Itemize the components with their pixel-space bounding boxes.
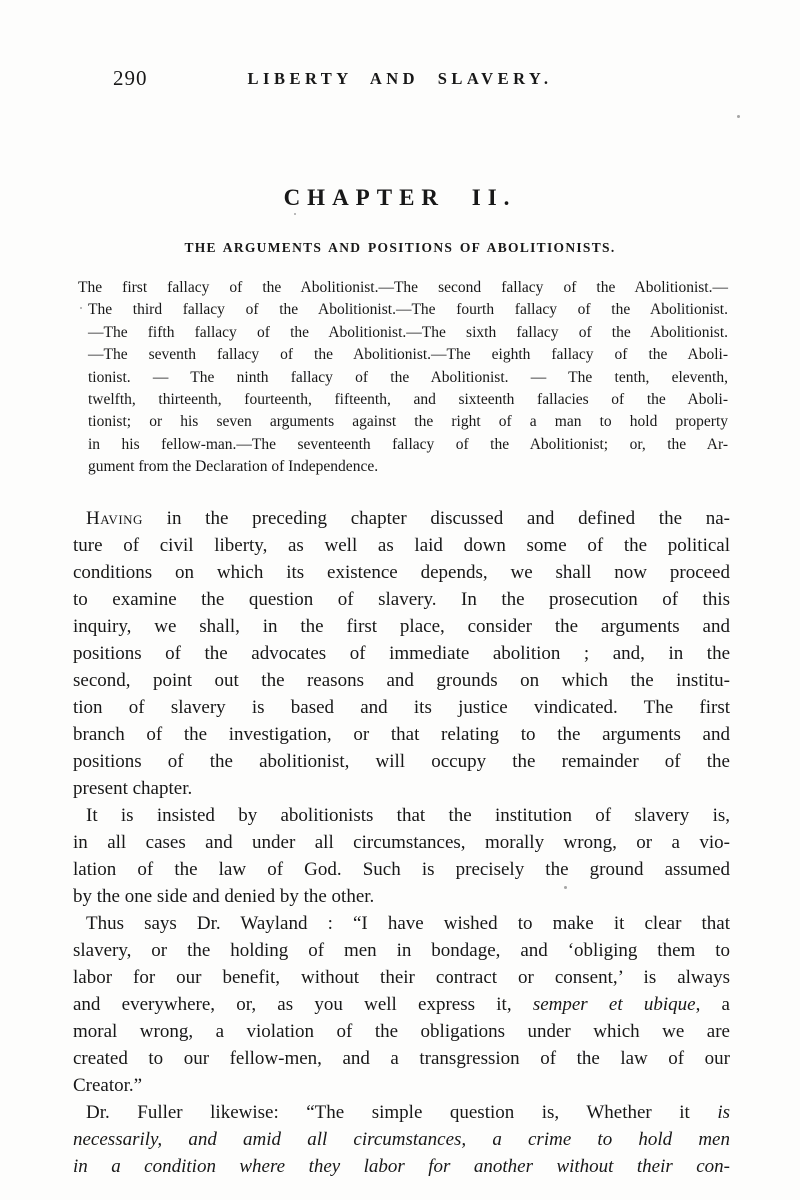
text-segment: present chapter. bbox=[73, 778, 193, 799]
page-number: 290 bbox=[113, 66, 148, 90]
paragraph bbox=[73, 802, 730, 910]
body-line bbox=[73, 802, 730, 829]
body-line bbox=[73, 775, 730, 802]
body-line bbox=[73, 1153, 730, 1180]
scan-speck bbox=[80, 307, 82, 309]
chapter-subtitle: THE ARGUMENTS AND POSITIONS OF ABOLITIONISTS. bbox=[184, 240, 616, 255]
text-segment: in the preceding chapter discussed and defined the na- bbox=[142, 508, 730, 529]
body-line bbox=[73, 586, 730, 613]
text-segment: is bbox=[717, 1102, 730, 1123]
chapter-synopsis bbox=[78, 277, 728, 479]
synopsis-line: tionist; or his seven arguments against the right of a man to hold property bbox=[88, 413, 728, 431]
body-line bbox=[73, 829, 730, 856]
text-segment: lation of the law of God. Such is precisely the ground assumed bbox=[73, 859, 730, 880]
body-line bbox=[73, 748, 730, 775]
synopsis-line: gument from the Declaration of Independence. bbox=[88, 458, 379, 476]
body-line bbox=[73, 964, 730, 991]
text-segment: Dr. Fuller likewise: “The simple question is, Whether it bbox=[86, 1102, 718, 1123]
text-segment: positions of the advocates of immediate abolition ; and, in the bbox=[73, 643, 730, 664]
text-segment: ture of civil liberty, as well as laid down some of the political bbox=[73, 535, 730, 556]
paragraph bbox=[73, 505, 730, 802]
body-line bbox=[73, 505, 730, 532]
scan-speck bbox=[737, 115, 740, 118]
running-head-title: LIBERTY AND SLAVERY. bbox=[247, 69, 553, 88]
text-segment: slavery, or the holding of men in bondage, and ‘obliging them to bbox=[73, 940, 730, 961]
synopsis-line: —The seventh fallacy of the Abolitionist.—The eighth fallacy of the Aboli- bbox=[88, 346, 728, 364]
body-line bbox=[73, 667, 730, 694]
body-line bbox=[73, 1099, 730, 1126]
body-line bbox=[73, 937, 730, 964]
text-segment: inquiry, we shall, in the first place, consider the arguments and bbox=[73, 616, 730, 637]
synopsis-line: twelfth, thirteenth, fourteenth, fifteenth, and sixteenth fallacies of the Aboli- bbox=[88, 391, 728, 409]
chapter-title: CHAPTER II. bbox=[283, 185, 517, 210]
body-line bbox=[73, 694, 730, 721]
text-segment: , a bbox=[695, 994, 730, 1015]
body-line bbox=[73, 910, 730, 937]
body-text bbox=[73, 505, 730, 1180]
text-segment: in all cases and under all circumstances, morally wrong, or a vio- bbox=[73, 832, 730, 853]
text-segment: It is insisted by abolitionists that the institution of slavery is, bbox=[86, 805, 730, 826]
body-line bbox=[73, 1126, 730, 1153]
text-segment: created to our fellow-men, and a transgression of the law of our bbox=[73, 1048, 730, 1069]
text-segment: necessarily, and amid all circumstances, a crime to hold men bbox=[73, 1129, 730, 1150]
text-segment: Having bbox=[86, 508, 143, 529]
body-line bbox=[73, 532, 730, 559]
text-segment: labor for our benefit, without their contract or consent,’ is always bbox=[73, 967, 730, 988]
synopsis-line: The third fallacy of the Abolitionist.—The fourth fallacy of the Abolitionist. bbox=[88, 301, 728, 319]
text-segment: Thus says Dr. Wayland : “I have wished to make it clear that bbox=[86, 913, 730, 934]
body-line bbox=[73, 883, 730, 910]
body-line bbox=[73, 856, 730, 883]
synopsis-line: The first fallacy of the Abolitionist.—The second fallacy of the Abolitionist.— bbox=[78, 279, 728, 296]
text-segment: in a condition where they labor for another without their con- bbox=[73, 1156, 730, 1177]
synopsis-line: —The fifth fallacy of the Abolitionist.—The sixth fallacy of the Abolitionist. bbox=[88, 323, 728, 341]
text-segment: positions of the abolitionist, will occupy the remainder of the bbox=[73, 751, 730, 772]
body-line bbox=[73, 613, 730, 640]
body-line bbox=[73, 1045, 730, 1072]
scan-speck bbox=[294, 213, 296, 215]
text-segment: Creator.” bbox=[73, 1075, 143, 1096]
body-line bbox=[73, 640, 730, 667]
body-line bbox=[73, 559, 730, 586]
body-line bbox=[73, 1072, 730, 1099]
scan-speck bbox=[564, 886, 567, 889]
body-line bbox=[73, 1018, 730, 1045]
body-line bbox=[73, 991, 730, 1018]
text-segment: to examine the question of slavery. In the prosecution of this bbox=[73, 589, 730, 610]
text-segment: branch of the investigation, or that relating to the arguments and bbox=[73, 724, 730, 745]
body-line bbox=[73, 721, 730, 748]
paragraph bbox=[73, 1099, 730, 1180]
synopsis-line: tionist. — The ninth fallacy of the Abolitionist. — The tenth, eleventh, bbox=[88, 368, 728, 386]
text-segment: conditions on which its existence depends, we shall now proceed bbox=[73, 562, 730, 583]
text-segment: moral wrong, a violation of the obligations under which we are bbox=[73, 1021, 730, 1042]
text-segment: second, point out the reasons and grounds on which the institu- bbox=[73, 670, 730, 691]
text-segment: semper et ubique bbox=[532, 994, 696, 1015]
text-segment: and everywhere, or, as you well express it, bbox=[73, 994, 533, 1015]
text-segment: by the one side and denied by the other. bbox=[73, 886, 375, 907]
text-segment: tion of slavery is based and its justice vindicated. The first bbox=[73, 697, 730, 718]
paragraph bbox=[73, 910, 730, 1099]
synopsis-line: in his fellow-man.—The seventeenth fallacy of the Abolitionist; or, the Ar- bbox=[88, 435, 728, 453]
